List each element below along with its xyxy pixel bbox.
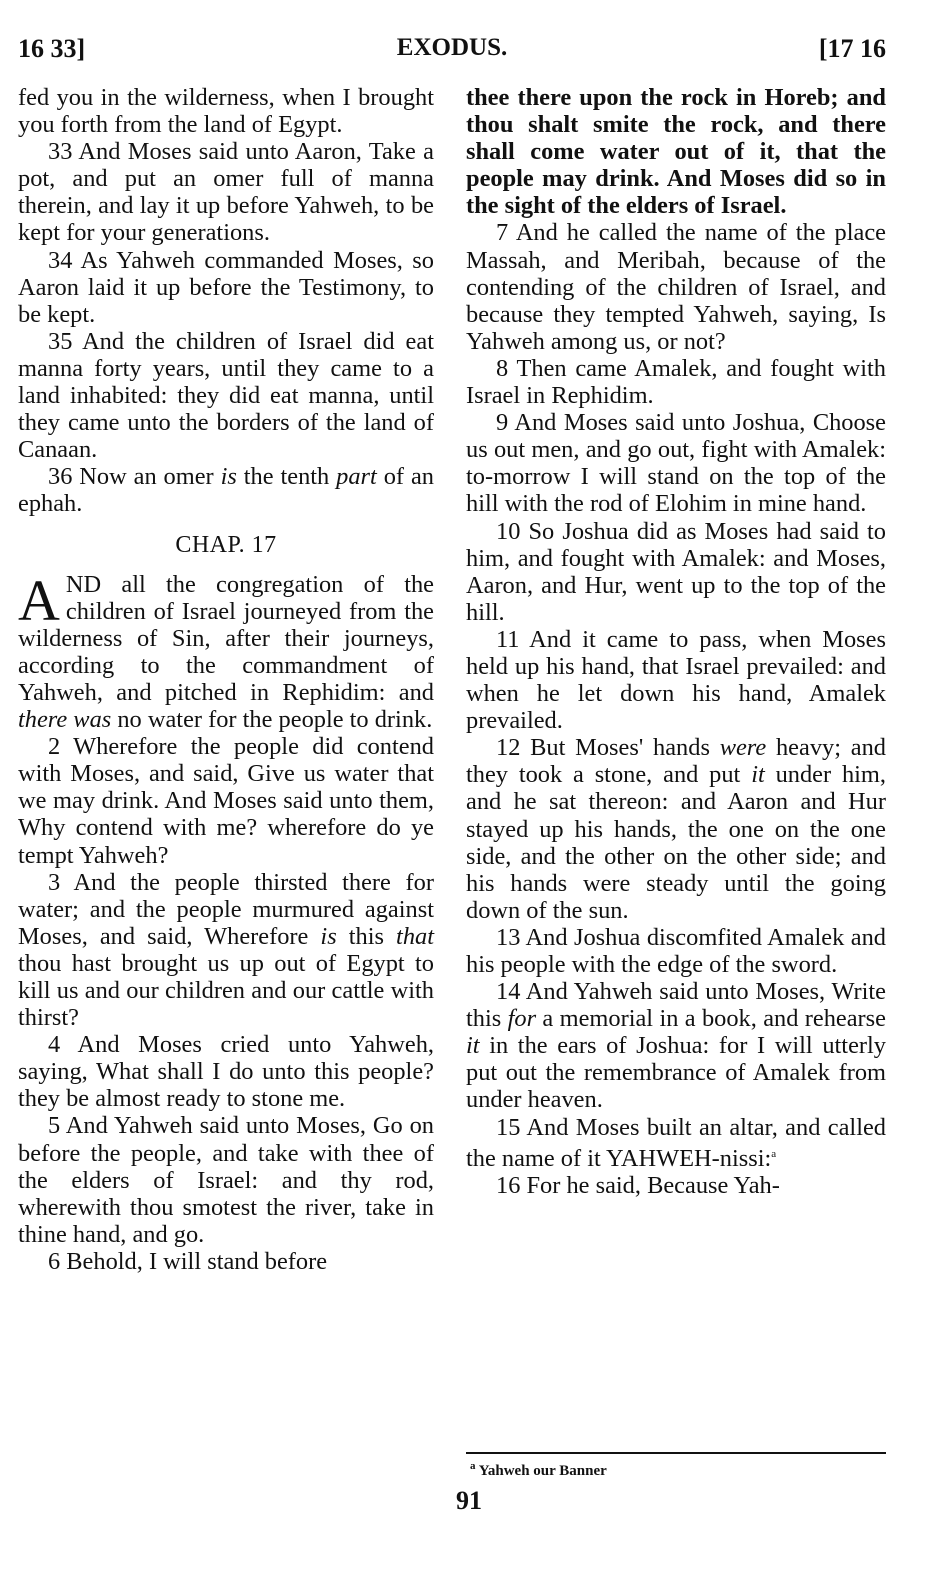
verse-9: 9 And Moses said unto Joshua, Choose us out men, and go out, fight with Amalek: to-morrow I will stand on the top of the hill with the rod of Elohim in mine hand. bbox=[466, 409, 886, 518]
running-header bbox=[18, 34, 886, 70]
verse-3: 3 And the people thirsted there for water; and the people murmured against Moses, and said, Wherefore is this that thou hast brought us up out of Egypt to kill us and our children and our cattle with thirst? bbox=[18, 868, 434, 1032]
verse-11: 11 And it came to pass, when Moses held up his hand, that Israel prevailed: and when he let down his hand, Amalek prevailed. bbox=[466, 625, 886, 735]
verse-5: 5 And Yahweh said unto Moses, Go on before the people, and take with thee of the elders of Israel: and thy rod, wherewith thou smotest the river, take in thine hand, and go. bbox=[18, 1112, 434, 1248]
verse-33: 33 And Moses said unto Aaron, Take a pot, and put an omer full of manna therein, and lay it up before Yahweh, to be kept for your generations. bbox=[18, 138, 434, 247]
verse-4: 4 And Moses cried unto Yahweh, saying, What shall I do unto this people? they be almost ready to stone me. bbox=[18, 1031, 434, 1113]
header-right-reference: [17 16 bbox=[818, 34, 886, 63]
right-column bbox=[466, 84, 886, 1199]
left-column bbox=[18, 84, 434, 1275]
verse-12: 12 But Moses' hands were heavy; and they took a stone, and put it under him, and he sat thereon: and Aaron and Hur stayed up his hands, the one on the one side, and the other on the other side; and his hands were steady until the going down of the sun. bbox=[466, 734, 887, 924]
header-book-title: EXODUS. bbox=[396, 34, 508, 61]
drop-cap: A bbox=[18, 567, 60, 633]
verse-34: 34 As Yahweh commanded Moses, so Aaron laid it up before the Testimony, to be kept. bbox=[18, 246, 434, 328]
footnote bbox=[470, 1460, 607, 1480]
footnote-text: Yahweh our Banner bbox=[478, 1463, 607, 1479]
verse-10: 10 So Joshua did as Moses had said to him, and fought with Amalek: and Moses, Aaron, and Hur, went up to the top of the hill. bbox=[466, 517, 886, 626]
footnote-mark: a bbox=[470, 1460, 476, 1472]
chapter-heading: CHAP. 17 bbox=[175, 531, 277, 558]
verse-2: 2 Wherefore the people did contend with Moses, and said, Give us water that we may drink. And Moses said unto them, Why contend with me? wherefore do ye tempt Yahweh? bbox=[18, 733, 434, 869]
paragraph-continuation: fed you in the wilderness, when I brought you forth from the land of Egypt. bbox=[18, 84, 434, 139]
verse-6: 6 Behold, I will stand before bbox=[48, 1247, 328, 1275]
verse-14: 14 And Yahweh said unto Moses, Write this for a memorial in a book, and rehearse it in the ears of Joshua: for I will utterly put out the remembrance of Amalek from under heaven. bbox=[466, 978, 886, 1114]
verse-7: 7 And he called the name of the place Massah, and Meribah, because of the contending of the children of Israel, and because they tempted Yahweh, saying, Is Yahweh among us, or not? bbox=[466, 219, 886, 355]
header-left-reference: 16 33] bbox=[18, 34, 86, 63]
verse-6-continuation: thee there upon the rock in Horeb; and thou shalt smite the rock, and there shall come water out of it, that the people may drink. And Moses did so in the sight of the elders of Israel. bbox=[466, 84, 886, 220]
footnote-divider bbox=[466, 1452, 886, 1454]
footnote-marker: a bbox=[771, 1147, 777, 1160]
verse-15: 15 And Moses built an altar, and called the name of it YAHWEH-nissi:$^a$ bbox=[466, 1113, 886, 1172]
verse-16: 16 For he said, Because Yah- bbox=[496, 1171, 780, 1199]
page-number: 91 bbox=[456, 1486, 482, 1515]
verse-8: 8 Then came Amalek, and fought with Israel in Rephidim. bbox=[466, 354, 886, 410]
verse-1: AND all the congregation of the children of Israel journeyed from the wilderness of Sin, after their journeys, according to the commandment of Yahweh, and pitched in Rephidim: and there was no water for the people to drink. bbox=[18, 567, 434, 734]
verse-35: 35 And the children of Israel did eat manna forty years, until they came to a land inhabited: they did eat manna, until they came unto the borders of the land of Canaan. bbox=[18, 327, 434, 464]
verse-36: 36 Now an omer is the tenth part of an ephah. bbox=[18, 463, 434, 518]
verse-13: 13 And Joshua discomfited Amalek and his people with the edge of the sword. bbox=[466, 923, 886, 978]
